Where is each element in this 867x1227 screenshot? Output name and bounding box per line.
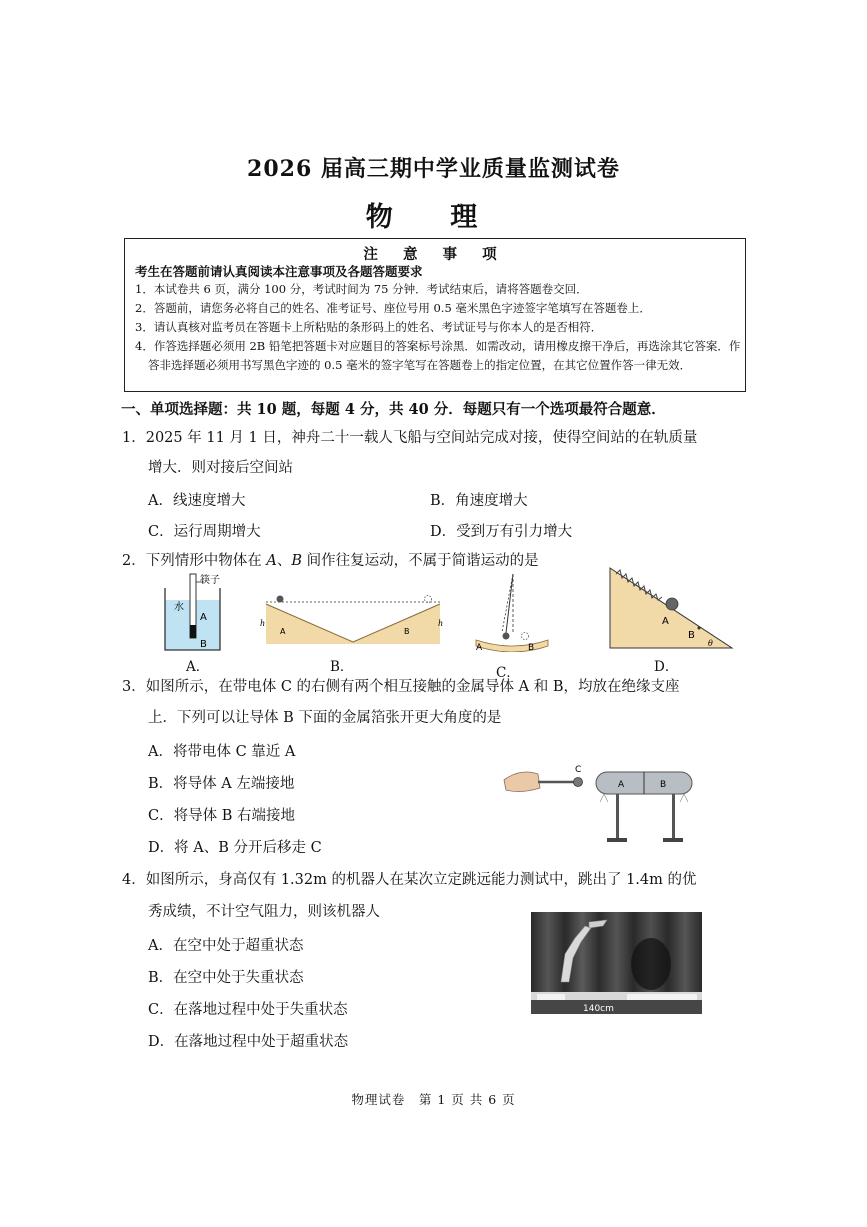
fig-a-label-chopstick: 筷子	[200, 575, 220, 586]
q4-option-d: D．在落地过程中处于超重状态	[148, 1034, 349, 1050]
curved-track	[476, 640, 548, 652]
pendulum-bob	[503, 633, 510, 640]
q3-option-a: A．将带电体 C 靠近 A	[148, 744, 296, 760]
pendulum-string	[506, 574, 513, 633]
chopstick-weight	[190, 625, 196, 638]
fig-a-label-water: 水	[174, 602, 184, 613]
q3-option-c: C．将导体 B 右端接地	[148, 808, 295, 824]
q2-figure-a	[160, 570, 230, 655]
fig-d-label-b: B	[688, 630, 695, 641]
notice-item-3: 3．请认真核对监考员在答题卡上所粘贴的条形码上的姓名、考试证号与你本人的是否相符．	[135, 320, 603, 334]
block-ball	[666, 598, 678, 610]
q1-stem-line2: 增大．则对接后空间站	[148, 460, 293, 476]
q1-option-b: B．角速度增大	[430, 493, 528, 509]
fig-d-label-theta: θ	[708, 639, 713, 648]
fig-q3-label-c: C	[575, 765, 582, 775]
hand	[504, 772, 540, 792]
notice-item-4: 4．作答选择题必须用 2B 铅笔把答题卡对应题目的答案标号涂黑．如需改动，请用橡皮擦干净后，再选涂其它答案．作答非选择题必须用书写黑色字迹的 0.5 毫米的签字笔写在答题卷上的指定位置，在其它位置作答一律无效．	[135, 339, 741, 372]
fig-b-label-b: B	[404, 627, 410, 636]
q2-figure-b-label: B．	[330, 659, 354, 675]
q3-stem-line1: 3．如图所示，在带电体 C 的右侧有两个相互接触的金属导体 A 和 B，均放在绝缘支座	[122, 679, 680, 695]
fig-q3-label-a: A	[618, 780, 625, 790]
photo-caption: 140cm	[583, 1004, 614, 1014]
q1-option-d: D．受到万有引力增大	[430, 524, 573, 540]
q2-figure-d-label: D．	[654, 659, 679, 675]
insulated-stand-a	[616, 794, 619, 838]
q2-figure-c-label: C．	[496, 665, 520, 681]
fig-b-label-h1: h	[260, 619, 266, 628]
q1-option-c: C．运行周期增大	[148, 524, 261, 540]
q3-stem-line2: 上．下列可以让导体 B 下面的金属箔张开更大角度的是	[148, 710, 502, 726]
exam-title: 2026 届高三期中学业质量监测试卷	[247, 156, 620, 182]
q3-option-d: D．将 A、B 分开后移走 C	[148, 840, 322, 856]
q2-stem: 2．下列情形中物体在 A、B 间作往复运动，不属于简谐运动的是	[122, 553, 539, 569]
q2-figure-c	[470, 572, 550, 652]
charged-body-c	[574, 778, 583, 787]
robot-shadow	[631, 938, 671, 990]
fig-d-label-a: A	[662, 616, 669, 627]
q2-figure-b	[258, 592, 448, 648]
q4-stem-line2: 秀成绩，不计空气阻力，则该机器人	[148, 904, 380, 920]
fig-c-label-a: A	[476, 643, 483, 652]
q4-option-a: A．在空中处于超重状态	[148, 938, 304, 954]
notice-item-1: 1．本试卷共 6 页，满分 100 分，考试时间为 75 分钟．考试结束后，请将答题卷交回．	[135, 282, 588, 296]
q2-figure-d	[606, 566, 736, 651]
fig-b-label-a: A	[280, 627, 286, 636]
notice-item-2: 2．答题前，请您务必将自己的姓名、准考证号、座位号用 0.5 毫米黑色字迹签字笔填写在答题卷上．	[135, 301, 651, 315]
ball	[277, 596, 284, 603]
q1-option-a: A．线速度增大	[148, 493, 246, 509]
notice-title: 注 意 事 项	[363, 246, 507, 263]
q3-figure	[500, 762, 700, 848]
fig-q3-label-b: B	[660, 780, 667, 790]
fig-a-label-a: A	[200, 612, 207, 623]
q3-option-b: B．将导体 A 左端接地	[148, 776, 295, 792]
fig-c-label-b: B	[528, 643, 535, 652]
fig-a-label-b: B	[200, 639, 207, 650]
q4-option-b: B．在空中处于失重状态	[148, 970, 304, 986]
section-heading: 一、单项选择题：共 10 题，每题 4 分，共 40 分．每题只有一个选项最符合题意．	[121, 401, 666, 418]
q2-figure-a-label: A．	[186, 659, 210, 675]
q4-stem-line1: 4．如图所示，身高仅有 1.32m 的机器人在某次立定跳远能力测试中，跳出了 1.4m 的优	[122, 872, 697, 888]
q1-stem-line1: 1．2025 年 11 月 1 日，神舟二十一载人飞船与空间站完成对接，使得空间站的在轨质量	[122, 430, 698, 446]
notice-lead: 考生在答题前请认真阅读本注意事项及各题答题要求	[135, 264, 423, 279]
q4-photo	[531, 912, 702, 1014]
notice-box	[124, 238, 746, 392]
track-block	[266, 604, 440, 644]
subject-title: 物 理	[365, 202, 502, 233]
page-footer: 物理试卷 第 1 页 共 6 页	[351, 1092, 516, 1107]
insulated-stand-b	[672, 794, 675, 838]
q4-option-c: C．在落地过程中处于失重状态	[148, 1002, 348, 1018]
fig-b-label-h2: h	[438, 619, 444, 628]
